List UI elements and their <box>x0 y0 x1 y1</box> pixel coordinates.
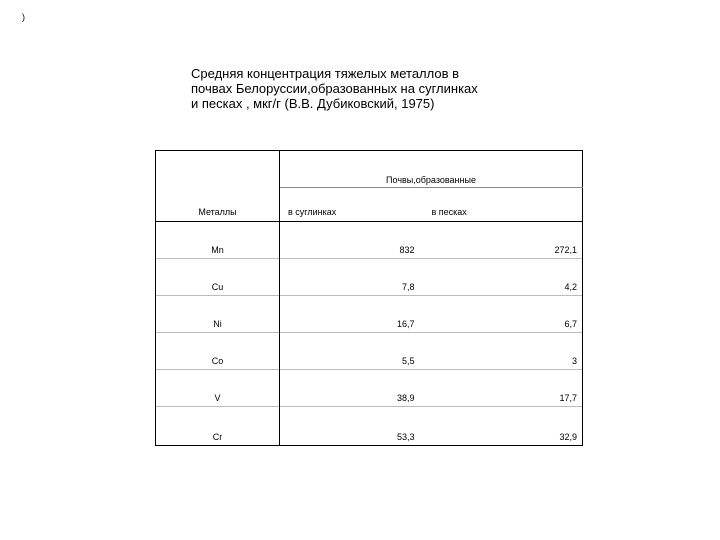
metals-header: Металлы <box>156 188 280 222</box>
table-header-row-sub <box>156 188 583 222</box>
sand-value: 4,2 <box>420 259 583 296</box>
title-line-2: почвах Белоруссии,образованных на суглинках <box>191 81 478 96</box>
sand-value: 6,7 <box>420 296 583 333</box>
loam-value: 38,9 <box>280 370 420 407</box>
loam-header: в суглинках <box>280 188 420 222</box>
table-row <box>156 370 583 407</box>
table-row <box>156 222 583 259</box>
table-row <box>156 259 583 296</box>
title-line-1: Средняя концентрация тяжелых металлов в <box>191 66 460 81</box>
sand-value: 272,1 <box>420 222 583 259</box>
soil-group-header: Почвы,образованные <box>280 151 583 188</box>
loam-value: 53,3 <box>280 407 420 446</box>
table-row <box>156 407 583 446</box>
table-row <box>156 333 583 370</box>
sand-value: 32,9 <box>420 407 583 446</box>
metal-name: Mn <box>156 222 280 259</box>
metal-name: V <box>156 370 280 407</box>
metal-name: Ni <box>156 296 280 333</box>
sand-value: 17,7 <box>420 370 583 407</box>
metal-name: Co <box>156 333 280 370</box>
corner-mark: ) <box>22 12 25 22</box>
loam-value: 16,7 <box>280 296 420 333</box>
metals-header-top-cell <box>156 151 280 188</box>
metal-name: Cr <box>156 407 280 446</box>
title-line-3: и песках , мкг/г (В.В. Дубиковский, 1975) <box>191 96 435 111</box>
loam-value: 5,5 <box>280 333 420 370</box>
sand-header: в песках <box>420 188 583 222</box>
metals-concentration-table <box>155 150 583 446</box>
table-header-row-group <box>156 151 583 188</box>
loam-value: 7,8 <box>280 259 420 296</box>
loam-value: 832 <box>280 222 420 259</box>
page-title <box>191 66 531 111</box>
sand-value: 3 <box>420 333 583 370</box>
table-row <box>156 296 583 333</box>
metal-name: Cu <box>156 259 280 296</box>
